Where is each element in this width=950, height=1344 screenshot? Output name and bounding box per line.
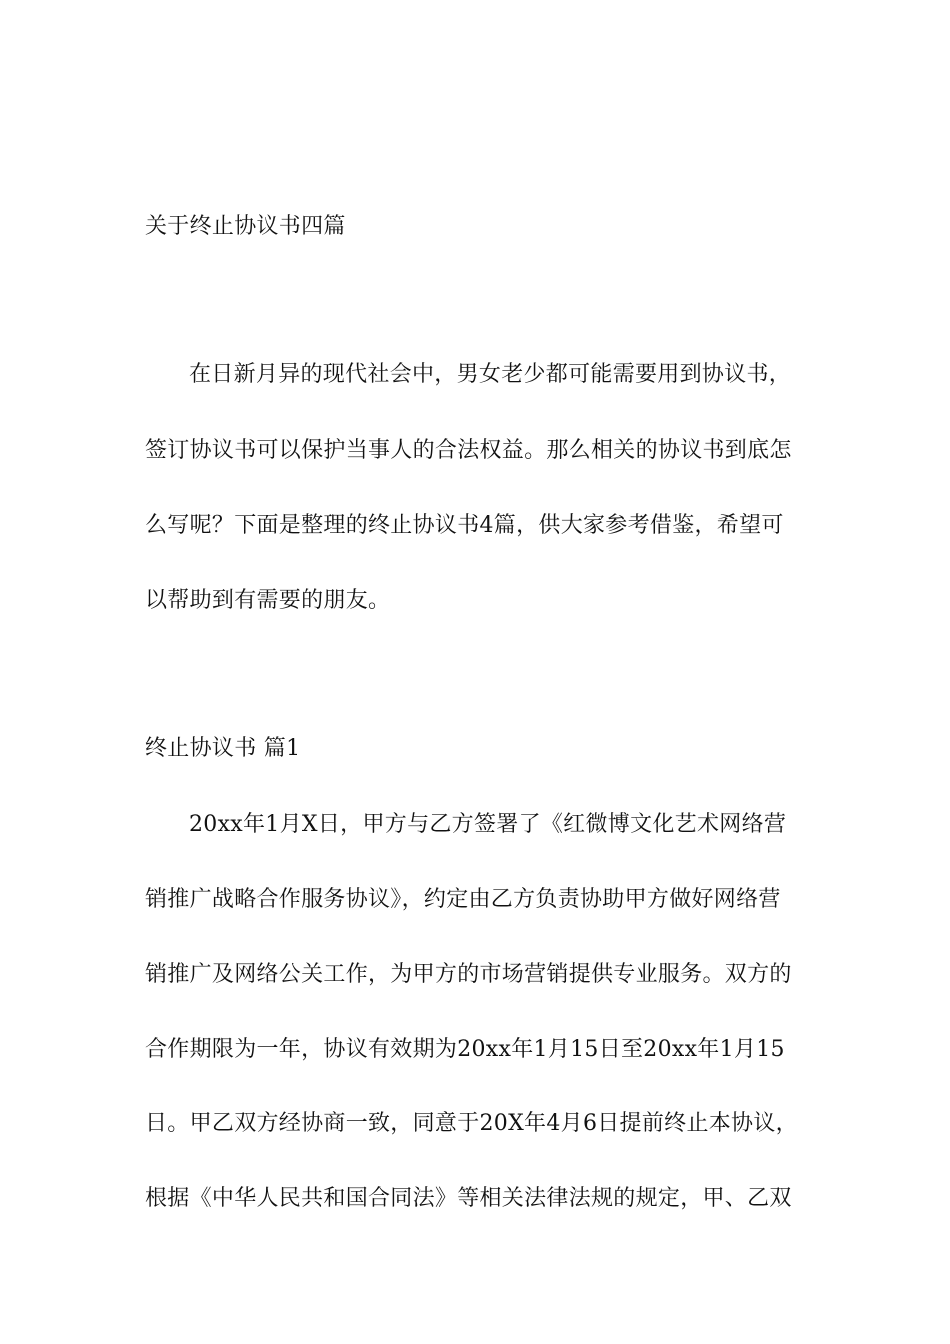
section-line-4: 合作期限为一年，协议有效期为20xx年1月15日至20xx年1月15 [145, 1037, 785, 1062]
section-line-3: 销推广及网络公关工作，为甲方的市场营销提供专业服务。双方的 [145, 962, 792, 987]
document-title: 关于终止协议书四篇 [145, 214, 346, 239]
intro-line-3: 么写呢？下面是整理的终止协议书4篇，供大家参考借鉴，希望可 [145, 513, 784, 538]
intro-line-2: 签订协议书可以保护当事人的合法权益。那么相关的协议书到底怎 [145, 438, 792, 463]
intro-line-1: 在日新月异的现代社会中，男女老少都可能需要用到协议书， [189, 362, 792, 387]
section-line-5: 日。甲乙双方经协商一致，同意于20X年4月6日提前终止本协议， [145, 1111, 798, 1136]
section-line-1: 20xx年1月X日，甲方与乙方签署了《红微博文化艺术网络营 [189, 812, 787, 837]
intro-line-4: 以帮助到有需要的朋友。 [145, 588, 391, 613]
section-line-2: 销推广战略合作服务协议》，约定由乙方负责协助甲方做好网络营 [145, 887, 781, 912]
section-heading: 终止协议书 篇1 [145, 736, 301, 761]
section-line-6: 根据《中华人民共和国合同法》等相关法律法规的规定，甲、乙双 [145, 1186, 792, 1211]
